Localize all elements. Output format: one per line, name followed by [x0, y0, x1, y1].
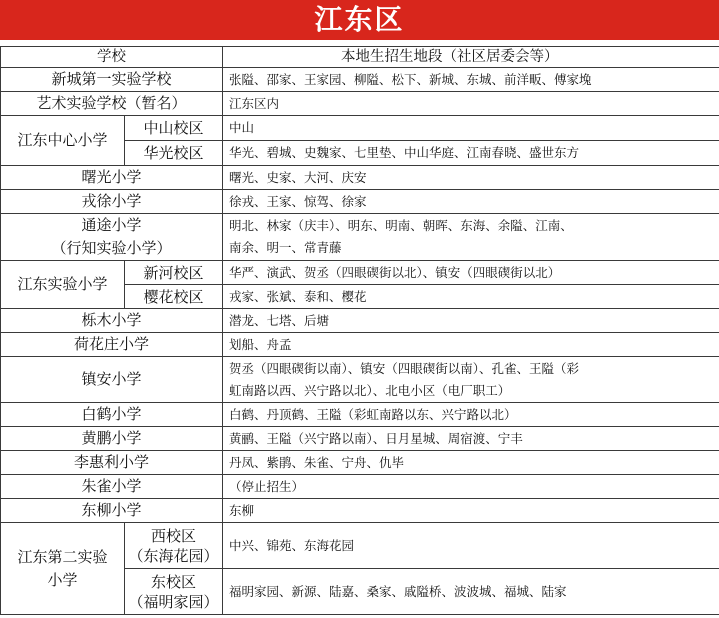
school-name: 白鹤小学 — [1, 403, 223, 427]
school-name: 新城第一实验学校 — [1, 68, 223, 92]
enrollment-area: 华严、演武、贺丞（四眼碶街以北）、镇安（四眼碶街以北） — [223, 261, 719, 285]
table-row — [1, 190, 719, 214]
enrollment-area: 华光、碧城、史魏家、七里垫、中山华庭、江南春晓、盛世东方 — [223, 141, 719, 166]
enrollment-area: 中山 — [223, 116, 719, 141]
enrollment-area: 丹凤、紫鹃、朱雀、宁舟、仇毕 — [223, 451, 719, 475]
enrollment-area: 白鹤、丹顶鹤、王隘（彩虹南路以东、兴宁路以北） — [223, 403, 719, 427]
enrollment-area: 潜龙、七塔、后塘 — [223, 309, 719, 333]
enrollment-area: （停止招生） — [223, 475, 719, 499]
enrollment-area: 江东区内 — [223, 92, 719, 116]
school-name: 江东实验小学 — [1, 261, 125, 309]
school-name-line: 江东第二实验 — [17, 547, 108, 566]
school-name — [1, 523, 125, 615]
enrollment-area: 曙光、史家、大河、庆安 — [223, 166, 719, 190]
school-name: 东柳小学 — [1, 499, 223, 523]
table-row — [1, 427, 719, 451]
enrollment-area: 徐戎、王家、惊驾、徐家 — [223, 190, 719, 214]
area-line: 明北、林家（庆丰）、明东、明南、朝晖、东海、余隘、江南、 — [229, 218, 573, 233]
table-row — [1, 214, 719, 261]
campus-name: 樱花校区 — [125, 285, 223, 309]
table-row — [1, 451, 719, 475]
table-row — [1, 523, 719, 569]
area-line: 南余、明一、常青藤 — [229, 240, 342, 255]
campus-name: 中山校区 — [125, 116, 223, 141]
school-name: 艺术实验学校（暂名） — [1, 92, 223, 116]
table-row — [1, 68, 719, 92]
campus-name-line: 东校区 — [150, 572, 196, 591]
school-name — [1, 214, 223, 261]
enrollment-area: 张隘、邵家、王家园、柳隘、松下、新城、东城、前洋畈、傅家堍 — [223, 68, 719, 92]
campus-name: 新河校区 — [125, 261, 223, 285]
school-name-line: （行知实验小学） — [51, 239, 172, 257]
table-row — [1, 309, 719, 333]
school-name: 朱雀小学 — [1, 475, 223, 499]
table-row — [1, 116, 719, 141]
campus-name-line: （东海花园） — [128, 546, 219, 565]
enrollment-area: 划船、舟孟 — [223, 333, 719, 357]
table-row — [1, 475, 719, 499]
table-row — [1, 92, 719, 116]
enrollment-area: 东柳 — [223, 499, 719, 523]
school-name: 戎徐小学 — [1, 190, 223, 214]
table-row — [1, 499, 719, 523]
school-name: 江东中心小学 — [1, 116, 125, 166]
school-name: 曙光小学 — [1, 166, 223, 190]
table-row — [1, 333, 719, 357]
table-row — [1, 403, 719, 427]
school-name: 黄鹏小学 — [1, 427, 223, 451]
campus-name — [125, 569, 223, 615]
header-area: 本地生招生地段（社区居委会等） — [223, 47, 719, 68]
school-name-line: 通途小学 — [81, 216, 142, 234]
school-name: 李惠利小学 — [1, 451, 223, 475]
table-row — [1, 357, 719, 403]
campus-name — [125, 523, 223, 569]
enrollment-area: 黄鹂、王隘（兴宁路以南）、日月星城、周宿渡、宁丰 — [223, 427, 719, 451]
header-school: 学校 — [1, 47, 223, 68]
table-row — [1, 166, 719, 190]
school-name: 镇安小学 — [1, 357, 223, 403]
campus-name-line: （福明家园） — [128, 592, 219, 611]
enrollment-table — [0, 46, 719, 615]
campus-name-line: 西校区 — [150, 526, 196, 545]
area-line: 贺丞（四眼碶街以南）、镇安（四眼碶街以南）、孔雀、王隘（彩 — [229, 360, 580, 376]
school-name: 荷花庄小学 — [1, 333, 223, 357]
enrollment-area — [223, 214, 719, 261]
enrollment-area — [223, 357, 719, 403]
enrollment-area: 戎家、张斌、泰和、樱花 — [223, 285, 719, 309]
page-title: 江东区 — [0, 0, 719, 40]
school-name: 栎木小学 — [1, 309, 223, 333]
table-row — [1, 261, 719, 285]
table-header-row — [1, 47, 719, 68]
enrollment-area: 福明家园、新源、陆嘉、桑家、戚隘桥、波波城、福城、陆家 — [223, 569, 719, 615]
school-name-line: 小学 — [47, 570, 78, 589]
campus-name: 华光校区 — [125, 141, 223, 166]
area-line: 虹南路以西、兴宁路以北）、北电小区（电厂职工） — [229, 382, 511, 398]
enrollment-area: 中兴、锦苑、东海花园 — [223, 523, 719, 569]
